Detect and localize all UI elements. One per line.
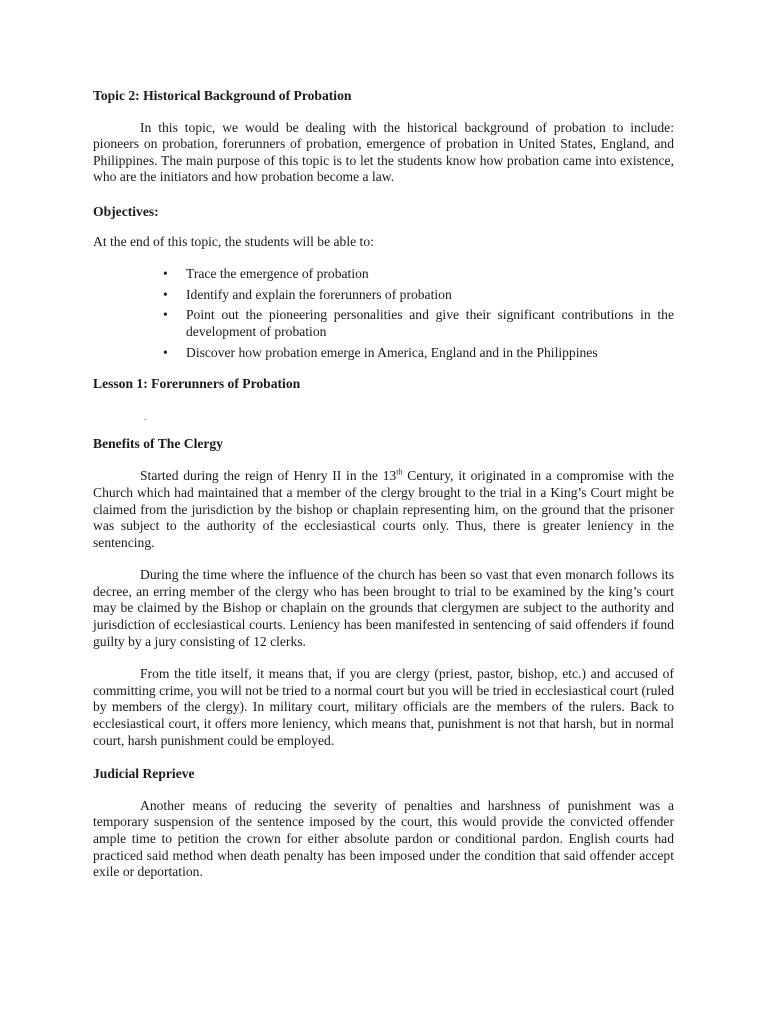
objective-text: Trace the emergence of probation — [186, 266, 369, 282]
clergy-p1-text: Started during the reign of Henry II in the 13 — [140, 468, 397, 484]
clergy-heading: Benefits of The Clergy — [93, 435, 224, 451]
lesson-title: Lesson 1: Forerunners of Probation — [93, 376, 301, 392]
bullet-icon: • — [163, 344, 168, 360]
stray-mark: . — [144, 411, 147, 423]
bullet-icon: • — [163, 266, 168, 282]
document-page — [93, 87, 674, 881]
clergy-paragraph-2: During the time where the influence of the church has been so vast that even monarch follows its decree, an erring member of the clergy who has been brought to trial to be examined by the king’s court may be claimed by the Bishop or chaplain on the grounds that clergymen are subject to the authority and jurisdiction of ecclesiastical courts. Leniency has been manifested in sentencing of said offenders if found guilty by a jury consisting of 12 clerks. — [93, 567, 674, 649]
topic-title: Topic 2: Historical Background of Probation — [93, 88, 352, 103]
clergy-paragraph-1 — [93, 468, 674, 551]
list-item — [163, 287, 674, 304]
bullet-icon: • — [163, 307, 168, 323]
topic-intro-paragraph: In this topic, we would be dealing with the historical background of probation to include: pioneers on probation, forerunners of probation, emergence of probation in United States, England, and Philippines. The main purpose of this topic is to let the students know how probation came into existence, who are the initiators and how probation become a law. — [93, 119, 674, 185]
objectives-lead: At the end of this topic, the students will be able to: — [93, 233, 374, 249]
reprieve-heading: Judicial Reprieve — [93, 766, 195, 782]
objectives-heading: Objectives: — [93, 203, 159, 219]
objective-text: Discover how probation emerge in America, England and in the Philippines — [186, 344, 598, 360]
reprieve-paragraph-1: Another means of reducing the severity of penalties and harshness of punishment was a temporary suspension of the sentence imposed by the court, this would provide the convicted offender ample time to petition the crown for either absolute pardon or conditional pardon. English courts had practiced said method when death penalty has been imposed under the condition that said offender accept exile or deportation. — [93, 797, 674, 880]
list-item — [163, 345, 674, 362]
clergy-paragraph-3: From the title itself, it means that, if you are clergy (priest, pastor, bishop, etc.) and accused of committing crime, you will not be tried to a normal court but you will be tried in ecclesiastical court (ruled by members of the clergy). In military court, military officials are the members of the rulers. Back to ecclesiastical court, it offers more leniency, which means that, punishment is not that harsh, but in normal court, harsh punishment could be employed. — [93, 666, 674, 748]
list-item — [163, 266, 674, 283]
ordinal-suffix: th — [396, 467, 403, 477]
list-item — [163, 307, 674, 340]
objective-text: Identify and explain the forerunners of probation — [186, 286, 452, 302]
objectives-list — [93, 266, 674, 361]
objective-text: Point out the pioneering personalities and give their significant contributions in the development of probation — [186, 307, 674, 339]
clergy-p1-text-rest: Century, it originated in a compromise with the Church which had maintained that a member of the clergy brought to the trial in a King’s Court might be claimed from the jurisdiction by the bishop or chaplain representing him, on the ground that the prisoner was subject to the authority of the ecclesiastical courts only. Thus, there is greater leniency in the sentencing. — [93, 468, 674, 550]
bullet-icon: • — [163, 286, 168, 302]
